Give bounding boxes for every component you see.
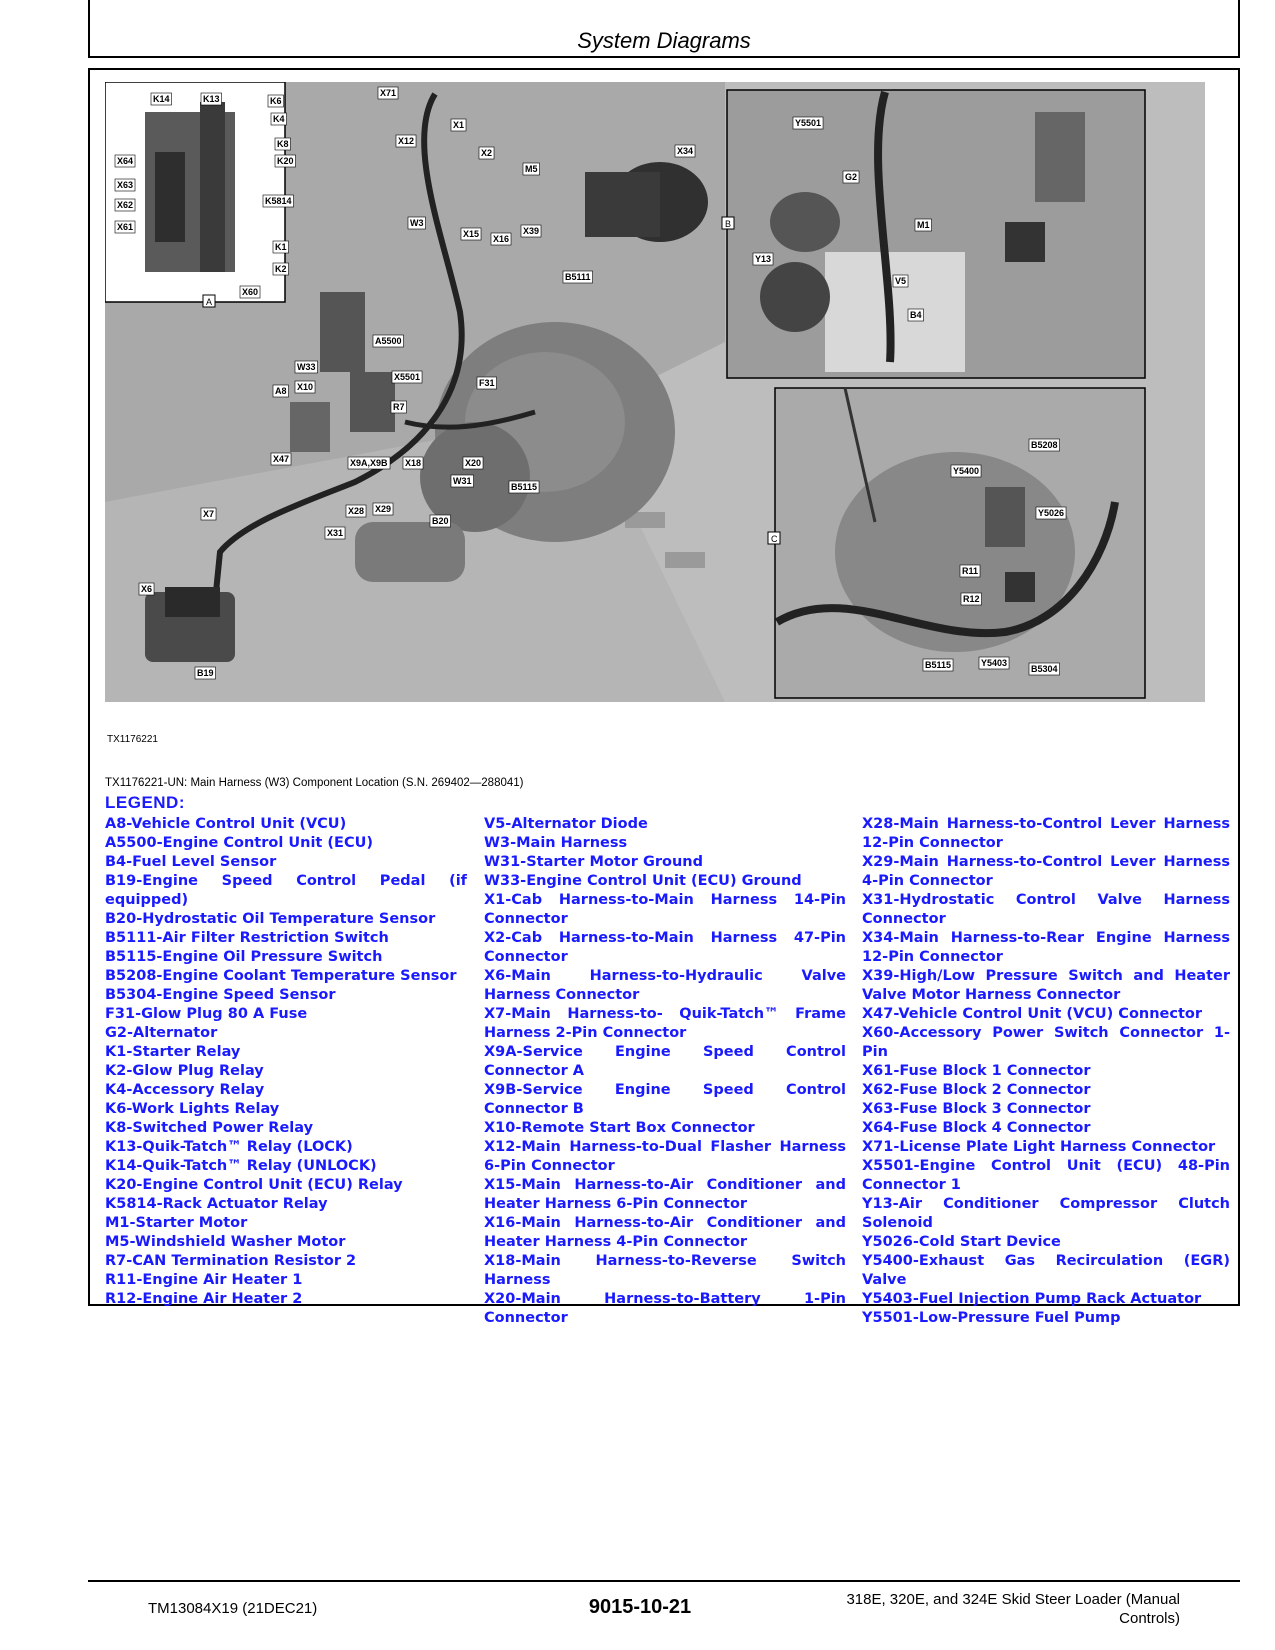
component-callout: X60 bbox=[242, 287, 259, 297]
component-callout: B5111 bbox=[565, 272, 591, 282]
component-callout: X18 bbox=[405, 458, 422, 468]
legend-item: R11-Engine Air Heater 1 bbox=[105, 1272, 303, 1288]
legend-item: X39-High/Low Pressure Switch and Heater Valve Motor Harness Connector bbox=[862, 968, 1230, 1003]
legend-item: R7-CAN Termination Resistor 2 bbox=[105, 1253, 357, 1269]
component-callout: X7 bbox=[203, 509, 215, 519]
component-callout: X16 bbox=[493, 234, 510, 244]
legend-item: X28-Main Harness-to-Control Lever Harness 12-Pin Connector bbox=[862, 816, 1230, 851]
component-callout: X63 bbox=[117, 180, 134, 190]
legend-item: B5208-Engine Coolant Temperature Sensor bbox=[105, 968, 457, 984]
component-callout: G2 bbox=[845, 172, 858, 182]
component-callout: B19 bbox=[197, 668, 214, 678]
component-callout: K2 bbox=[275, 264, 287, 274]
component-callout: K14 bbox=[153, 94, 170, 104]
legend-item: X5501-Engine Control Unit (ECU) 48-Pin Connector 1 bbox=[862, 1158, 1230, 1193]
component-callout: X71 bbox=[380, 88, 397, 98]
legend-item: K13-Quik-Tatch™ Relay (LOCK) bbox=[105, 1139, 353, 1155]
legend-item: X71-License Plate Light Harness Connector bbox=[862, 1139, 1216, 1155]
legend-item: X16-Main Harness-to-Air Conditioner and Heater Harness 4-Pin Connector bbox=[484, 1215, 846, 1250]
component-callout: X9A,X9B bbox=[350, 458, 388, 468]
legend-item: K5814-Rack Actuator Relay bbox=[105, 1196, 328, 1212]
component-callout: W3 bbox=[410, 218, 424, 228]
legend-item: B5304-Engine Speed Sensor bbox=[105, 987, 336, 1003]
legend-item: V5-Alternator Diode bbox=[484, 816, 648, 832]
component-callout: X61 bbox=[117, 222, 134, 232]
inset-c-label: C bbox=[771, 534, 778, 544]
section-title: System Diagrams bbox=[577, 28, 751, 53]
legend-item: X9A-Service Engine Speed Control Connector A bbox=[484, 1044, 846, 1079]
figure-id: TX1176221 bbox=[107, 734, 158, 745]
component-callout: X29 bbox=[375, 504, 392, 514]
component-callout: B5304 bbox=[1031, 664, 1058, 674]
component-callout: Y5400 bbox=[953, 466, 980, 476]
legend-item: W33-Engine Control Unit (ECU) Ground bbox=[484, 873, 802, 889]
harness-location-diagram bbox=[105, 82, 1205, 742]
legend-item: X64-Fuse Block 4 Connector bbox=[862, 1120, 1091, 1136]
component-callout: X28 bbox=[348, 506, 365, 516]
legend-item: X1-Cab Harness-to-Main Harness 14-Pin Connector bbox=[484, 892, 846, 927]
legend-item: X2-Cab Harness-to-Main Harness 47-Pin Connector bbox=[484, 930, 846, 965]
component-callout: K20 bbox=[277, 156, 294, 166]
footer-page-number: 9015-10-21 bbox=[588, 1596, 692, 1618]
legend-item: W31-Starter Motor Ground bbox=[484, 854, 703, 870]
component-callout: X34 bbox=[677, 146, 694, 156]
component-callout: K5814 bbox=[265, 196, 292, 206]
component-callout: K8 bbox=[277, 139, 289, 149]
component-callout: A5500 bbox=[375, 336, 402, 346]
legend-item: X47-Vehicle Control Unit (VCU) Connector bbox=[862, 1006, 1203, 1022]
component-callout: Y5026 bbox=[1038, 508, 1065, 518]
legend-item: X34-Main Harness-to-Rear Engine Harness 12-Pin Connector bbox=[862, 930, 1230, 965]
component-callout: W33 bbox=[297, 362, 316, 372]
component-callout: B5115 bbox=[511, 482, 538, 492]
legend-item: X29-Main Harness-to-Control Lever Harness 4-Pin Connector bbox=[862, 854, 1230, 889]
legend-item: K8-Switched Power Relay bbox=[105, 1120, 314, 1136]
component-callout: X10 bbox=[297, 382, 314, 392]
component-callout: X2 bbox=[481, 148, 493, 158]
legend-item: K14-Quik-Tatch™ Relay (UNLOCK) bbox=[105, 1158, 377, 1174]
legend-column-1 bbox=[105, 815, 467, 1309]
component-callout: Y5403 bbox=[981, 658, 1008, 668]
legend-item: X18-Main Harness-to-Reverse Switch Harness bbox=[484, 1253, 846, 1288]
legend-item: M5-Windshield Washer Motor bbox=[105, 1234, 346, 1250]
component-callout: Y13 bbox=[755, 254, 772, 264]
component-callout: K13 bbox=[203, 94, 220, 104]
component-callout: R7 bbox=[393, 402, 405, 412]
legend-item: X6-Main Harness-to-Hydraulic Valve Harness Connector bbox=[484, 968, 846, 1003]
component-callout: B20 bbox=[432, 516, 449, 526]
legend-item: X7-Main Harness-to- Quik-Tatch™ Frame Harness 2-Pin Connector bbox=[484, 1006, 846, 1041]
legend-item: X15-Main Harness-to-Air Conditioner and Heater Harness 6-Pin Connector bbox=[484, 1177, 846, 1212]
figure-caption: TX1176221-UN: Main Harness (W3) Component Location (S.N. 269402—288041) bbox=[105, 777, 524, 789]
footer-product-line-1: 318E, 320E, and 324E Skid Steer Loader (Manual bbox=[846, 1591, 1180, 1608]
legend-item: K4-Accessory Relay bbox=[105, 1082, 265, 1098]
component-callout: B5208 bbox=[1031, 440, 1058, 450]
component-callout: Y5501 bbox=[795, 118, 822, 128]
component-callout: X15 bbox=[463, 229, 480, 239]
legend-column-2 bbox=[484, 815, 846, 1328]
component-callout: X20 bbox=[465, 458, 482, 468]
component-callout: X47 bbox=[273, 454, 290, 464]
legend-item: A8-Vehicle Control Unit (VCU) bbox=[105, 816, 347, 832]
legend-item: M1-Starter Motor bbox=[105, 1215, 248, 1231]
legend-item: F31-Glow Plug 80 A Fuse bbox=[105, 1006, 308, 1022]
legend-item: K2-Glow Plug Relay bbox=[105, 1063, 264, 1079]
legend-item: X31-Hydrostatic Control Valve Harness Connector bbox=[862, 892, 1230, 927]
component-callout: X31 bbox=[327, 528, 344, 538]
component-callout: X5501 bbox=[394, 372, 421, 382]
legend-item: B19-Engine Speed Control Pedal (if equipped) bbox=[105, 873, 467, 908]
inset-b-label: B bbox=[725, 219, 732, 229]
component-callout: X39 bbox=[523, 226, 540, 236]
component-callout: X1 bbox=[453, 120, 465, 130]
legend-heading: LEGEND: bbox=[105, 793, 185, 812]
legend-item: R12-Engine Air Heater 2 bbox=[105, 1291, 303, 1307]
footer-rule bbox=[88, 1580, 1240, 1582]
legend-item: Y5403-Fuel Injection Pump Rack Actuator bbox=[862, 1291, 1202, 1307]
component-callout: X62 bbox=[117, 200, 134, 210]
component-callout: F31 bbox=[479, 378, 495, 388]
legend-item: B5111-Air Filter Restriction Switch bbox=[105, 930, 389, 946]
component-callout: X6 bbox=[141, 584, 153, 594]
footer-doc-id: TM13084X19 (21DEC21) bbox=[148, 1600, 318, 1617]
legend-item: Y5400-Exhaust Gas Recirculation (EGR) Valve bbox=[862, 1253, 1230, 1288]
legend-item: X62-Fuse Block 2 Connector bbox=[862, 1082, 1091, 1098]
legend-item: X10-Remote Start Box Connector bbox=[484, 1120, 755, 1136]
component-callout: M1 bbox=[917, 220, 930, 230]
legend-item: W3-Main Harness bbox=[484, 835, 628, 851]
legend-item: K6-Work Lights Relay bbox=[105, 1101, 280, 1117]
legend-item: Y13-Air Conditioner Compressor Clutch Solenoid bbox=[862, 1196, 1230, 1231]
legend-item: X12-Main Harness-to-Dual Flasher Harness 6-Pin Connector bbox=[484, 1139, 846, 1174]
component-callout: B4 bbox=[910, 310, 922, 320]
component-callout: K6 bbox=[270, 96, 282, 106]
legend-item: X9B-Service Engine Speed Control Connector B bbox=[484, 1082, 846, 1117]
legend-column-3 bbox=[862, 815, 1230, 1328]
component-callout: K1 bbox=[275, 242, 287, 252]
legend-item: B20-Hydrostatic Oil Temperature Sensor bbox=[105, 911, 436, 927]
legend-item: X61-Fuse Block 1 Connector bbox=[862, 1063, 1091, 1079]
footer-product-line-2: Controls) bbox=[1119, 1610, 1180, 1627]
component-callout: B5115 bbox=[925, 660, 952, 670]
component-callout: W31 bbox=[453, 476, 472, 486]
legend-item: X63-Fuse Block 3 Connector bbox=[862, 1101, 1091, 1117]
legend-item: G2-Alternator bbox=[105, 1025, 218, 1041]
legend-item: K20-Engine Control Unit (ECU) Relay bbox=[105, 1177, 403, 1193]
component-callout: A8 bbox=[275, 386, 287, 396]
legend-item: B4-Fuel Level Sensor bbox=[105, 854, 277, 870]
component-callout: X64 bbox=[117, 156, 134, 166]
component-callout: M5 bbox=[525, 164, 538, 174]
legend-item: Y5026-Cold Start Device bbox=[862, 1234, 1061, 1250]
legend-item: X20-Main Harness-to-Battery 1-Pin Connector bbox=[484, 1291, 846, 1326]
legend-item: A5500-Engine Control Unit (ECU) bbox=[105, 835, 373, 851]
component-callout: V5 bbox=[895, 276, 907, 286]
component-callout: K4 bbox=[273, 114, 285, 124]
legend-item: X60-Accessory Power Switch Connector 1-Pin bbox=[862, 1025, 1230, 1060]
legend-item: K1-Starter Relay bbox=[105, 1044, 241, 1060]
component-callout: X12 bbox=[398, 136, 415, 146]
component-callout: R11 bbox=[962, 566, 979, 576]
inset-a-label: A bbox=[206, 297, 213, 307]
legend-item: B5115-Engine Oil Pressure Switch bbox=[105, 949, 383, 965]
legend-item: Y5501-Low-Pressure Fuel Pump bbox=[862, 1310, 1121, 1326]
footer-product bbox=[800, 1590, 1180, 1628]
component-callout: R12 bbox=[963, 594, 980, 604]
